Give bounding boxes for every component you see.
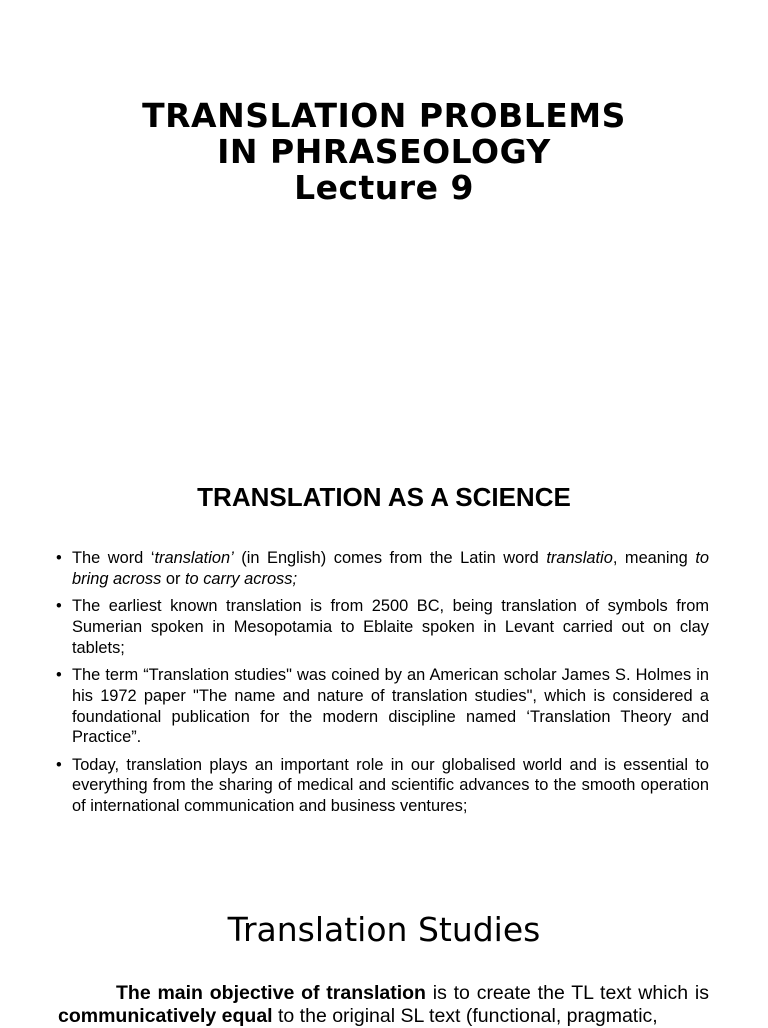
bullet-text: The earliest known translation is from 2500 BC, being translation of symbols from Sumerian spoken in Mesopotamia to Eblaite spoken in Levant carried out on clay tablets;: [72, 597, 709, 657]
bullet-italic: to carry across;: [184, 569, 297, 588]
slide-heading: TRANSLATION AS A SCIENCE: [197, 482, 571, 512]
bullet-item: [56, 665, 709, 748]
bullet-text: (in English) comes from the Latin word: [233, 549, 547, 567]
bullet-list: [56, 548, 709, 824]
bullet-item: [56, 596, 709, 658]
bold-phrase: communicatively equal: [58, 1005, 273, 1027]
bullet-text: , meaning: [612, 549, 696, 567]
bullet-icon: •: [56, 665, 62, 684]
bullet-text: The word ‘: [72, 549, 155, 567]
title-line-1: TRANSLATION PROBLEMS: [142, 96, 626, 135]
bullet-icon: •: [56, 549, 62, 567]
bold-phrase: The main objective of translation: [116, 982, 426, 1004]
bullet-italic: translatio: [546, 549, 613, 567]
bullet-italic: to bring across: [72, 549, 709, 588]
bullet-text: The term “Translation studies" was coined by an American scholar James S. Holmes in his 1972 paper "The name and nature of translation studies", which is considered a foundational publication for the modern discipline named ‘Translation Theory and Practice”.: [72, 665, 709, 747]
bullet-icon: •: [56, 755, 62, 774]
title-line-2: IN PHRASEOLOGY: [217, 132, 551, 171]
lecture-title: [0, 98, 768, 206]
bullet-item: [56, 548, 709, 590]
bullet-text: Today, translation plays an important role in our globalised world and is essential to everything from the sharing of medical and scientific advances to the smooth operation of international communication and business ventures;: [72, 755, 709, 816]
title-line-3: Lecture 9: [294, 168, 474, 207]
bullet-item: [56, 755, 709, 817]
slide-heading: Translation Studies: [227, 910, 541, 949]
slide-translation-as-science: [0, 440, 768, 870]
bullet-icon: •: [56, 597, 62, 616]
bullet-italic: translation’: [154, 549, 234, 567]
body-paragraph: [58, 982, 709, 1028]
slide-title: [0, 0, 768, 440]
paragraph-text: is to create the TL text which is: [425, 982, 709, 1004]
bullet-text: or: [161, 569, 185, 588]
paragraph-text: to the original SL text (functional, pragmatic,: [272, 1005, 658, 1027]
slide-translation-studies: [0, 870, 768, 1027]
